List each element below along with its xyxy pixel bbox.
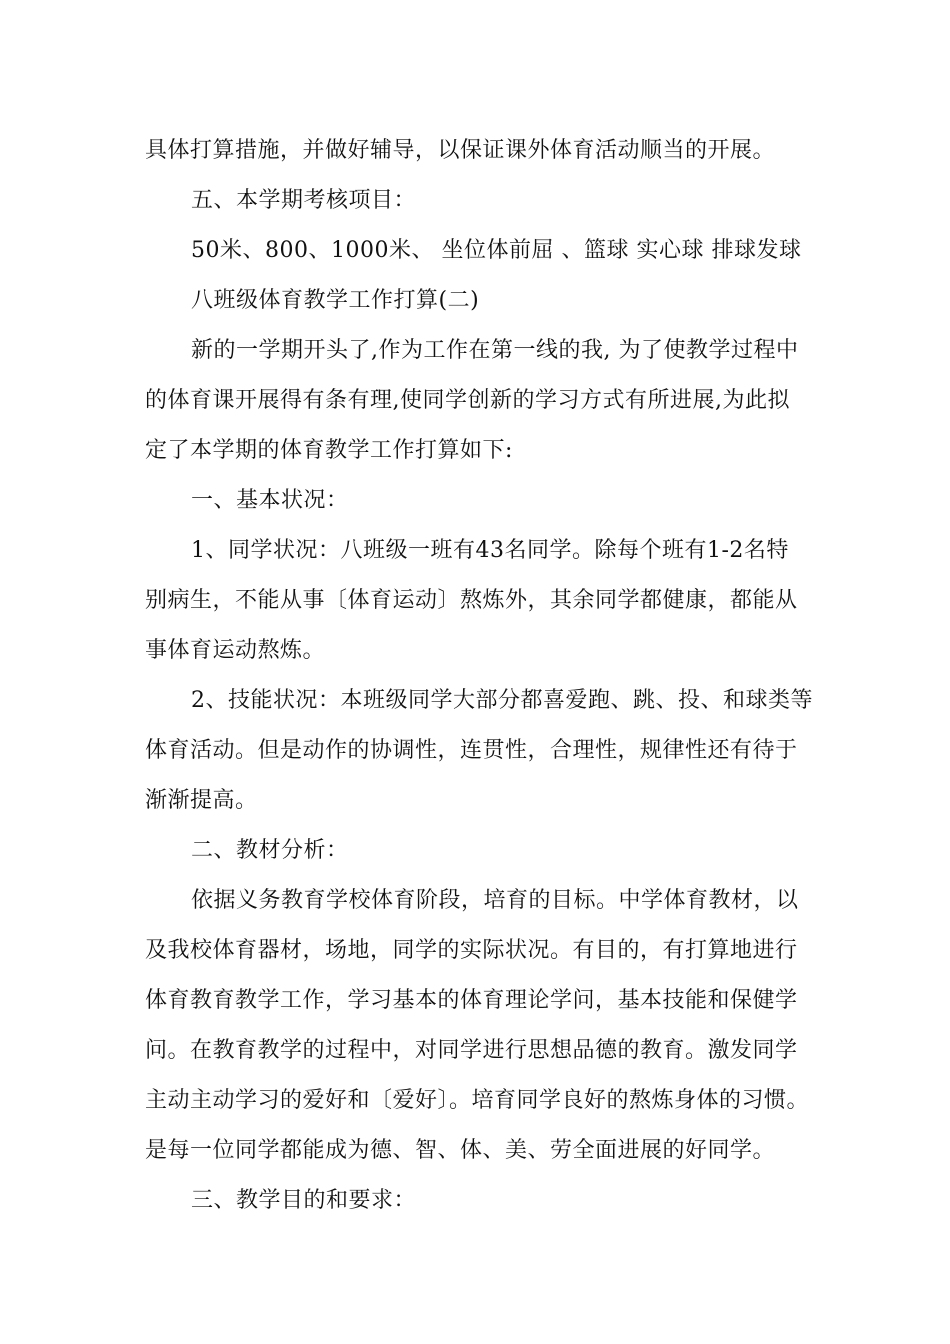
section-heading: 一、基本状况：: [191, 488, 349, 513]
text-line: 及我校体育器材，场地，同学的实际状况。有目的，有打算地进行: [145, 938, 798, 963]
section-title: 八班级体育教学工作打算(二): [191, 288, 480, 313]
text-line: 主动主动学习的爱好和〔爱好〕。培育同学良好的熬炼身体的习惯。: [145, 1088, 810, 1113]
text-line: 2、技能状况：本班级同学大部分都喜爱跑、跳、投、和球类等: [191, 688, 813, 713]
text-line: 具体打算措施，并做好辅导，以保证课外体育活动顺当的开展。: [145, 138, 776, 163]
text-line: 五、本学期考核项目：: [191, 188, 417, 213]
text-line: 别病生，不能从事〔体育运动〕熬炼外，其余同学都健康，都能从: [145, 588, 798, 613]
text-line: 体育活动。但是动作的协调性，连贯性，合理性，规律性还有待于: [145, 738, 798, 763]
text-line: 是每一位同学都能成为德、智、体、美、劳全面进展的好同学。: [145, 1138, 776, 1163]
text-line: 50米、800、1000米、 坐位体前屈 、篮球 实心球 排球发球: [191, 238, 802, 263]
text-line: 新的一学期开头了,作为工作在第一线的我, 为了使教学过程中: [191, 338, 799, 363]
text-line: 1、同学状况：八班级一班有43名同学。除每个班有1-2名特: [191, 538, 789, 563]
text-line: 依据义务教育学校体育阶段，培育的目标。中学体育教材，以: [191, 888, 799, 913]
text-line: 问。在教育教学的过程中，对同学进行思想品德的教育。激发同学: [145, 1038, 798, 1063]
text-line: 的体育课开展得有条有理,使同学创新的学习方式有所进展,为此拟: [145, 388, 790, 413]
text-line: 定了本学期的体育教学工作打算如下:: [145, 438, 513, 463]
section-heading: 三、教学目的和要求：: [191, 1188, 417, 1213]
text-line: 渐渐提高。: [145, 788, 258, 813]
text-line: 体育教育教学工作，学习基本的体育理论学问，基本技能和保健学: [145, 988, 798, 1013]
text-line: 事体育运动熬炼。: [145, 638, 326, 663]
section-heading: 二、教材分析：: [191, 838, 349, 863]
